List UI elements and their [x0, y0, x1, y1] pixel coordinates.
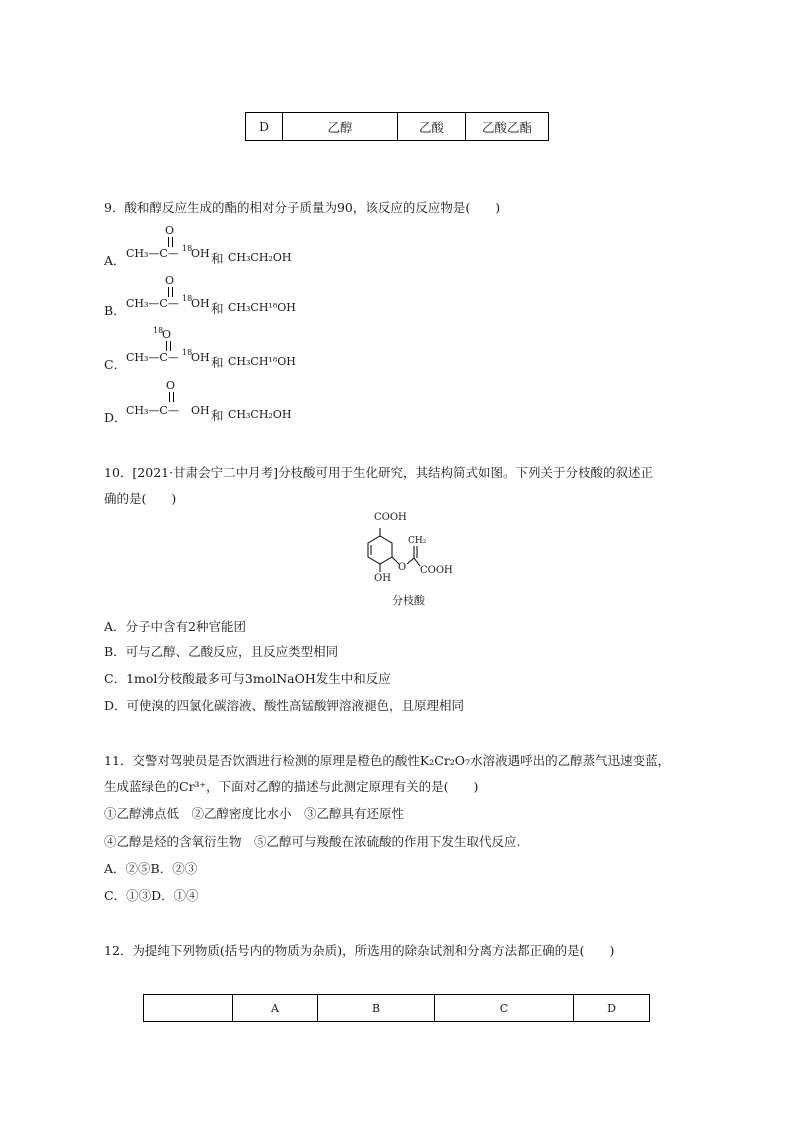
alcohol: CH₃CH₂OH [228, 408, 292, 421]
q12-table-header: A [233, 995, 318, 1022]
ether-o: O [398, 562, 407, 573]
q11-stem-line1: 11．交警对驾驶员是否饮酒进行检测的原理是橙色的酸性K₂Cr₂O₇水溶液遇呼出的乙醇蒸气迅速变蓝， [104, 753, 671, 768]
ch2-label: CH₂ [408, 536, 427, 546]
q9-option-d [104, 379, 404, 425]
q12-table-header: D [574, 995, 650, 1022]
alcohol: CH₃CH¹⁸OH [228, 355, 296, 368]
q9-stem: 9．酸和醇反应生成的酯的相对分子质量为90，该反应的反应物是( ) [104, 200, 501, 215]
top-table-cell: 乙醇 [283, 113, 398, 141]
q9-option-c [104, 326, 404, 372]
q10-option-c: C．1mol分枝酸最多可与3molNaOH发生中和反应 [104, 671, 391, 686]
and-text: 和 [211, 408, 224, 423]
q12-table-header [144, 995, 233, 1022]
isotope-label: 18 [182, 294, 193, 303]
cooh-right: COOH [420, 565, 453, 576]
q12-table-header: C [435, 995, 574, 1022]
option-letter: B． [104, 303, 126, 318]
oh-label: OH [374, 573, 391, 584]
acid-left: CH₃—C— [126, 247, 179, 260]
top-table-cell: 乙酸 [398, 113, 466, 141]
isotope-label: 18 [153, 326, 164, 335]
isotope-label: 18 [182, 348, 193, 357]
top-table [245, 112, 549, 141]
q11-options-line1: A．②⑤B．②③ [104, 861, 198, 876]
top-table-cell: 乙酸乙酯 [466, 113, 549, 141]
q11-stem-line2: 生成蓝绿色的Cr³⁺，下面对乙醇的描述与此测定原理有关的是( ) [104, 779, 479, 794]
alcohol: CH₃CH¹⁸OH [228, 301, 296, 314]
q9-option-b [104, 274, 404, 318]
q10-option-a: A．分子中含有2种官能团 [104, 619, 246, 634]
carbonyl-o: O [165, 274, 175, 287]
hydroxyl: OH [191, 297, 210, 310]
q12-table-header: B [318, 995, 435, 1022]
top-table-cell: D [246, 113, 283, 141]
hydroxyl: OH [191, 351, 210, 364]
hydroxyl: OH [191, 247, 210, 260]
double-bond [168, 287, 173, 297]
q11-items-line1: ①乙醇沸点低 ②乙醇密度比水小 ③乙醇具有还原性 [104, 806, 405, 821]
q11-items-line2: ④乙醇是烃的含氧衍生物 ⑤乙醇可与羧酸在浓硫酸的作用下发生取代反应. [104, 834, 521, 849]
and-text: 和 [211, 301, 224, 316]
q10-stem-line2: 确的是( ) [104, 491, 177, 506]
q12-stem: 12．为提纯下列物质(括号内的物质为杂质)，所选用的除杂试剂和分离方法都正确的是( ) [104, 943, 615, 958]
structure-drawing [352, 516, 462, 588]
option-letter: D． [104, 410, 127, 425]
alcohol: CH₃CH₂OH [228, 251, 292, 264]
q9-option-a [104, 224, 404, 268]
and-text: 和 [211, 355, 224, 370]
cooh-top: COOH [374, 512, 407, 523]
option-letter: A． [104, 253, 126, 268]
and-text: 和 [211, 251, 224, 266]
acid-left: CH₃—C— [126, 404, 179, 417]
acid-left: CH₃—C— [126, 297, 179, 310]
q12-table [143, 994, 650, 1022]
carbonyl-o: O [166, 379, 176, 392]
structure-figure [352, 512, 462, 608]
structure-caption: 分枝酸 [392, 594, 425, 607]
acid-left: CH₃—C— [126, 351, 179, 364]
double-bond [166, 341, 171, 351]
isotope-label: 18 [182, 244, 193, 253]
double-bond [169, 392, 174, 402]
q10-stem-line1: 10．[2021·甘肃会宁二中月考]分枝酸可用于生化研究，其结构简式如图。下列关于分枝酸的叙述正 [104, 465, 653, 480]
option-letter: C． [104, 357, 127, 372]
q10-option-d: D．可使溴的四氯化碳溶液、酸性高锰酸钾溶液褪色，且原理相同 [104, 698, 465, 713]
hydroxyl: OH [191, 404, 210, 417]
q10-option-b: B．可与乙醇、乙酸反应，且反应类型相同 [104, 644, 339, 659]
carbonyl-o: O [165, 224, 175, 237]
q11-options-line2: C．①③D．①④ [104, 888, 199, 903]
double-bond [168, 237, 173, 247]
carbonyl-o: O [162, 328, 172, 341]
